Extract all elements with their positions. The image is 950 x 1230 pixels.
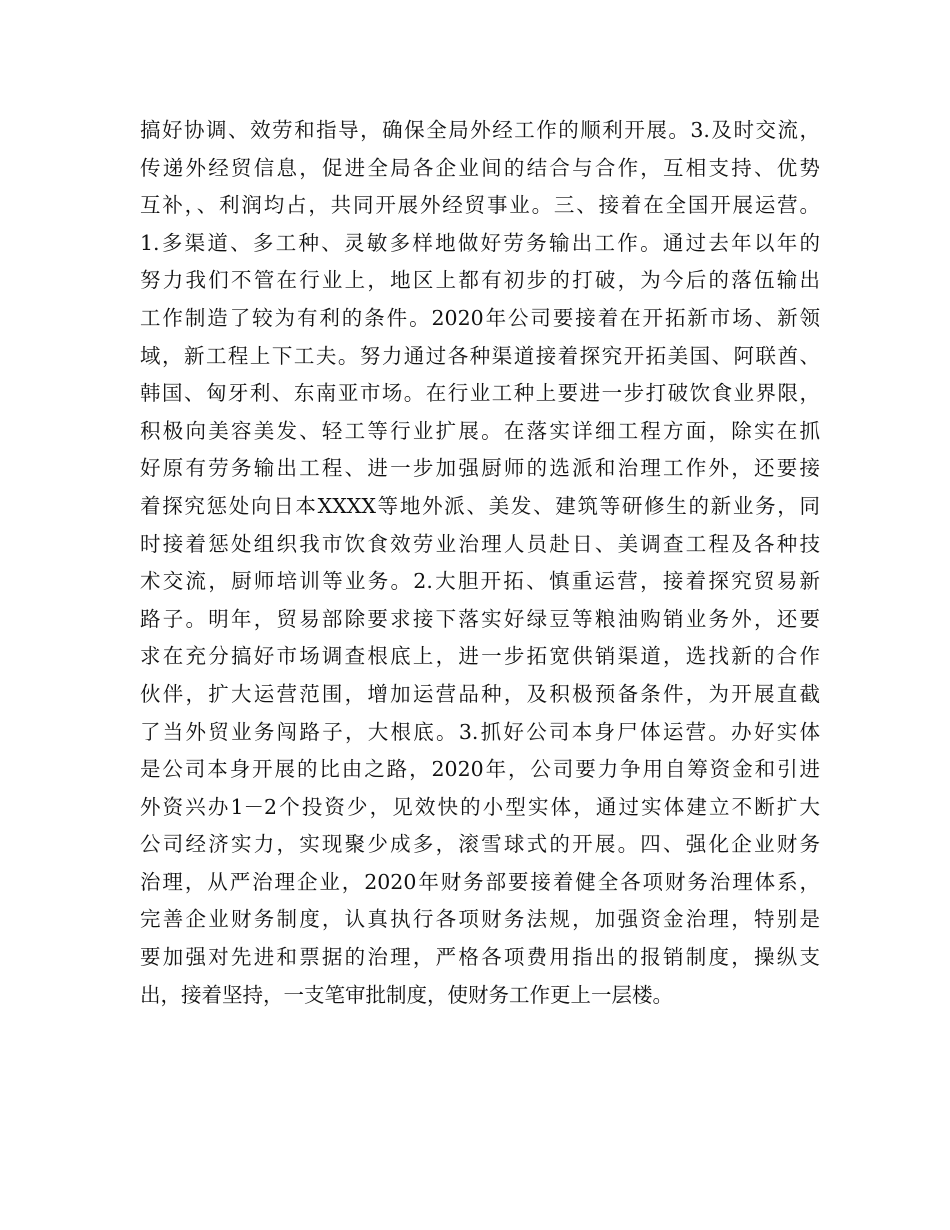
text-line: 努力我们不管在行业上，地区上都有初步的打破，为今后的落伍输出 <box>140 268 820 293</box>
text-line: 公司经济实力，实现聚少成多，滚雪球式的开展。四、强化企业财务 <box>140 832 820 857</box>
text-line-last: 出，接着坚持，一支笔审批制度，使财务工作更上一层楼。 <box>140 982 673 1007</box>
text-line: 着探究惩处向日本XXXX等地外派、美发、建筑等研修生的新业务，同 <box>140 493 820 518</box>
text-line: 积极向美容美发、轻工等行业扩展。在落实详细工程方面，除实在抓 <box>140 418 820 443</box>
text-line: 完善企业财务制度，认真执行各项财务法规，加强资金治理，特别是 <box>140 907 820 932</box>
text-line: 传递外经贸信息，促进全局各企业间的结合与合作，互相支持、优势 <box>140 155 820 180</box>
text-line: 要加强对先进和票据的治理，严格各项费用指出的报销制度，操纵支 <box>140 945 820 970</box>
text-line: 搞好协调、效劳和指导，确保全局外经工作的顺利开展。3.及时交流， <box>140 118 820 142</box>
text-line: 了当外贸业务闯路子，大根底。3.抓好公司本身尸体运营。办好实体 <box>140 719 820 744</box>
body-paragraph <box>140 112 820 1014</box>
text-line: 术交流，厨师培训等业务。2.大胆开拓、慎重运营，接着探究贸易新 <box>140 569 820 594</box>
text-line: 域，新工程上下工夫。努力通过各种渠道接着探究开拓美国、阿联酋、 <box>140 343 820 368</box>
text-line: 好原有劳务输出工程、进一步加强厨师的选派和治理工作外，还要接 <box>140 456 820 481</box>
text-line: 工作制造了较为有利的条件。2020年公司要接着在开拓新市场、新领 <box>140 305 820 330</box>
text-line: 路子。明年，贸易部除要求接下落实好绿豆等粮油购销业务外，还要 <box>140 606 820 631</box>
text-line: 1.多渠道、多工种、灵敏多样地做好劳务输出工作。通过去年以年的 <box>140 230 820 255</box>
text-line: 治理，从严治理企业，2020年财务部要接着健全各项财务治理体系， <box>140 869 820 894</box>
text-line: 互补，、利润均占，共同开展外经贸事业。三、接着在全国开展运营。 <box>140 193 820 218</box>
text-line: 伙伴，扩大运营范围，增加运营品种，及积极预备条件，为开展直截 <box>140 681 820 706</box>
text-line: 外资兴办1－2个投资少，见效快的小型实体，通过实体建立不断扩大 <box>140 794 820 819</box>
text-line: 求在充分搞好市场调查根底上，进一步拓宽供销渠道，选找新的合作 <box>140 644 820 669</box>
text-line: 韩国、匈牙利、东南亚市场。在行业工种上要进一步打破饮食业界限， <box>140 381 820 406</box>
text-line: 是公司本身开展的比由之路，2020年，公司要力争用自筹资金和引进 <box>140 757 820 782</box>
text-line: 时接着惩处组织我市饮食效劳业治理人员赴日、美调查工程及各种技 <box>140 531 820 556</box>
